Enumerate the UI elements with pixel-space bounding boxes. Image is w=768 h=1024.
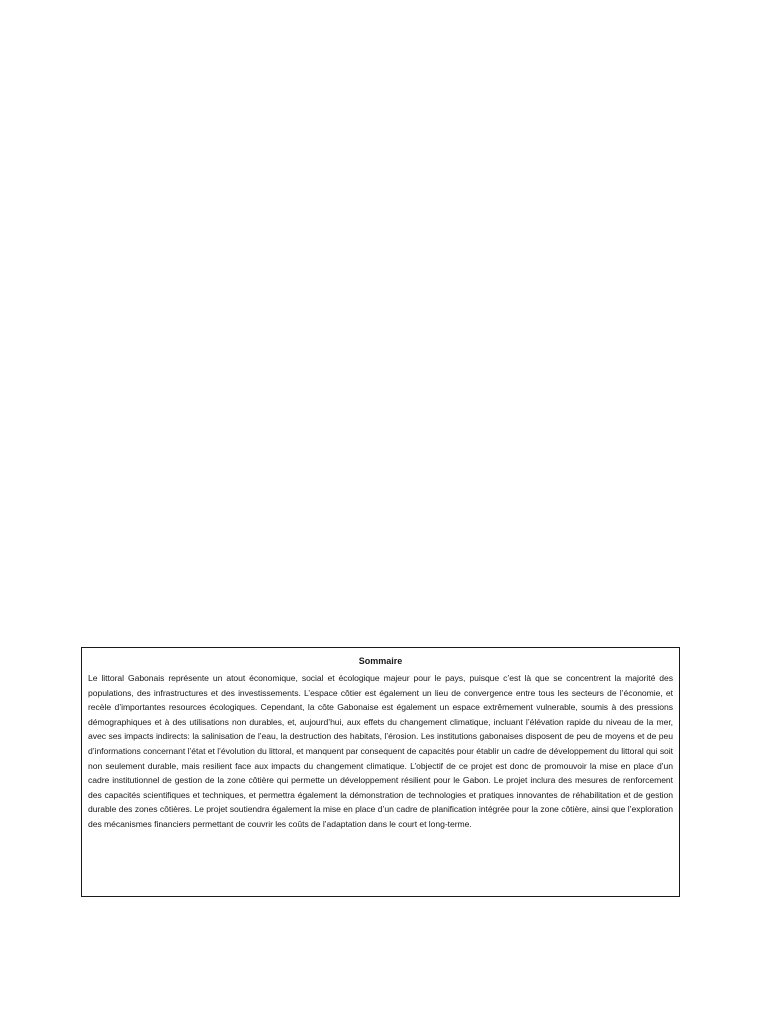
summary-box: [81, 647, 680, 897]
summary-title: Sommaire: [358, 656, 403, 666]
summary-body: Le littoral Gabonais représente un atout économique, social et écologique majeur pour le pays, puisque c’est là que se concentrent la majorité des populations, des infrastructures et des investissements. L’espace côtier est également un lieu de convergence entre tous les secteurs de l’économie, et recèle d’importantes resources écologiques. Cependant, la côte Gabonaise est également un espace extrêmement vulnerable, soumis à des pressions démographiques et à des utilisations non durables, et, aujourd’hui, aux effets du changement climatique, incluant l’élévation rapide du niveau de la mer, avec ses impacts indirects: la salinisation de l’eau, la destruction des habitats, l’érosion. Les institutions gabonaises disposent de peu de moyens et de peu d’informations concernant l’état et l’évolution du littoral, et manquent par consequent de capacités pour établir un cadre de développement du littoral qui soit non seulement durable, mais resilient face aux impacts du changement climatique. L’objectif de ce projet est donc de promouvoir la mise en place d’un cadre institutionnel de gestion de la zone côtière qui permette un développement résilient pour le Gabon. Le projet inclura des mesures de renforcement des capacités scientifiques et techniques, et permettra également la démonstration de technologies et pratiques innovantes de réhabilitation et de gestion durable des zones côtières. Le projet soutiendra également la mise en place d’un cadre de planification intégrée pour la zone côtière, ainsi que l’exploration des mécanismes financiers permettant de couvrir les coûts de l’adaptation dans le court et long-terme.: [88, 673, 673, 829]
